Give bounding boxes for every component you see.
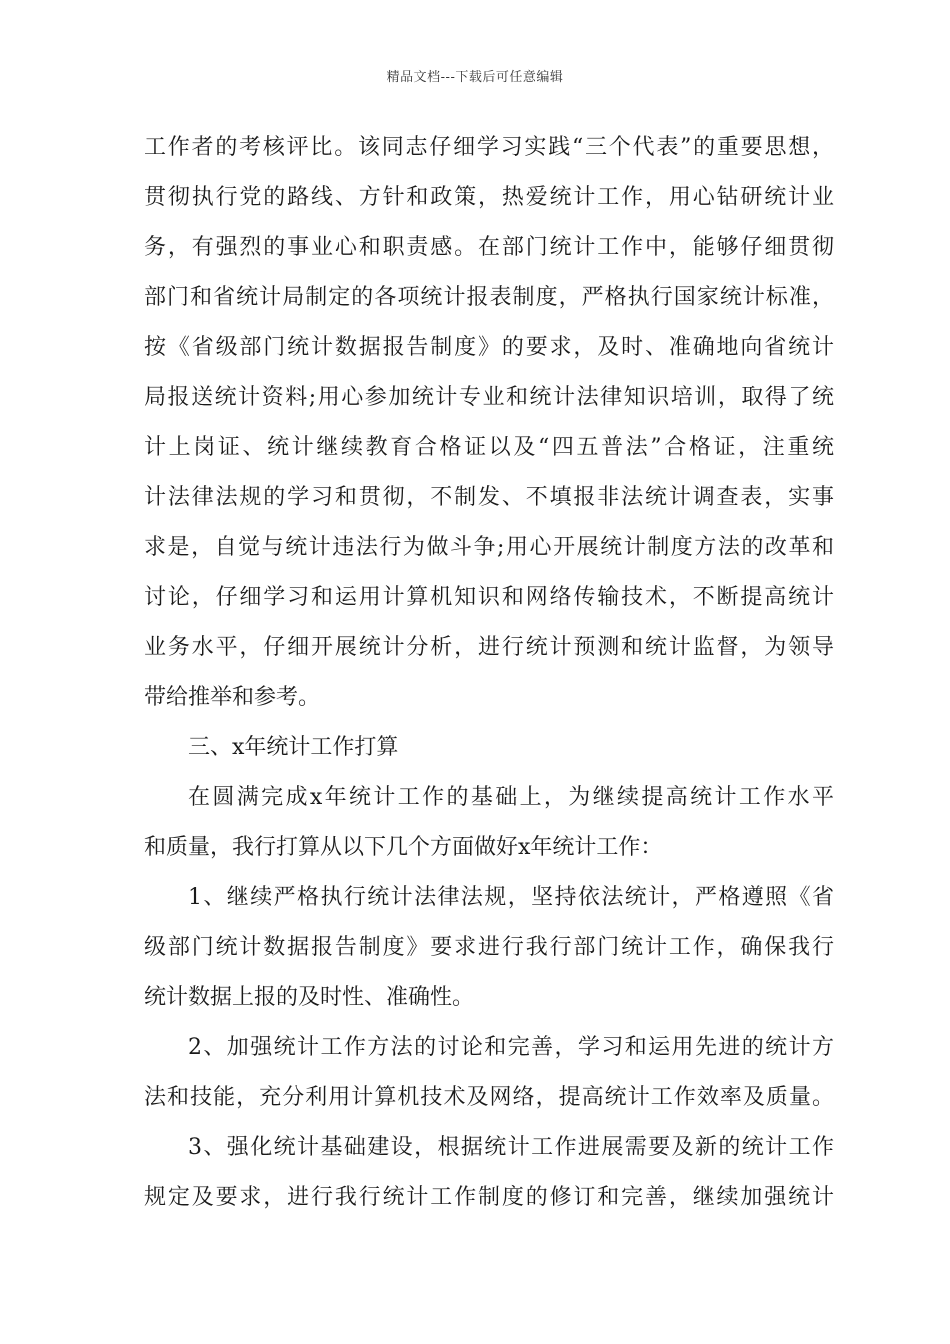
list-item-1-line-2: 级部门统计数据报告制度》要求进行我行部门统计工作，确保我行 bbox=[144, 935, 834, 960]
text-line-5: 按《省级部门统计数据报告制度》的要求，及时、准确地向省统计 bbox=[144, 335, 834, 360]
list-item-3-line-1: 3、强化统计基础建设，根据统计工作进展需要及新的统计工作 bbox=[188, 1135, 834, 1160]
text-line-4: 部门和省统计局制定的各项统计报表制度，严格执行国家统计标准， bbox=[144, 285, 834, 310]
section-heading: 三、x年统计工作打算 bbox=[188, 735, 399, 760]
text-line-1: 工作者的考核评比。该同志仔细学习实践“三个代表”的重要思想， bbox=[144, 135, 834, 160]
text-line-14: 在圆满完成x年统计工作的基础上，为继续提高统计工作水平 bbox=[188, 785, 834, 810]
text-line-10: 讨论，仔细学习和运用计算机知识和网络传输技术，不断提高统计 bbox=[144, 585, 834, 610]
text-line-2: 贯彻执行党的路线、方针和政策，热爱统计工作，用心钻研统计业 bbox=[144, 185, 834, 210]
list-item-2-line-2: 法和技能，充分利用计算机技术及网络，提高统计工作效率及质量。 bbox=[144, 1085, 834, 1110]
text-line-6: 局报送统计资料;用心参加统计专业和统计法律知识培训，取得了统 bbox=[144, 385, 834, 410]
list-item-1-line-1: 1、继续严格执行统计法律法规，坚持依法统计，严格遵照《省 bbox=[188, 885, 834, 910]
page-header: 精品文档---下载后可任意编辑 bbox=[386, 70, 564, 85]
text-line-9: 求是，自觉与统计违法行为做斗争;用心开展统计制度方法的改革和 bbox=[144, 535, 834, 560]
text-line-15: 和质量，我行打算从以下几个方面做好x年统计工作： bbox=[144, 835, 663, 860]
text-line-12: 带给推举和参考。 bbox=[144, 685, 321, 710]
text-line-7: 计上岗证、统计继续教育合格证以及“四五普法”合格证，注重统 bbox=[144, 435, 834, 460]
text-line-8: 计法律法规的学习和贯彻，不制发、不填报非法统计调查表，实事 bbox=[144, 485, 834, 510]
text-line-3: 务，有强烈的事业心和职责感。在部门统计工作中，能够仔细贯彻 bbox=[144, 235, 834, 260]
document-body bbox=[144, 128, 834, 1228]
text-line-11: 业务水平，仔细开展统计分析，进行统计预测和统计监督，为领导 bbox=[144, 635, 834, 660]
list-item-1-line-3: 统计数据上报的及时性、准确性。 bbox=[144, 985, 475, 1010]
list-item-3-line-2: 规定及要求，进行我行统计工作制度的修订和完善，继续加强统计 bbox=[144, 1185, 834, 1210]
list-item-2-line-1: 2、加强统计工作方法的讨论和完善，学习和运用先进的统计方 bbox=[188, 1035, 834, 1060]
